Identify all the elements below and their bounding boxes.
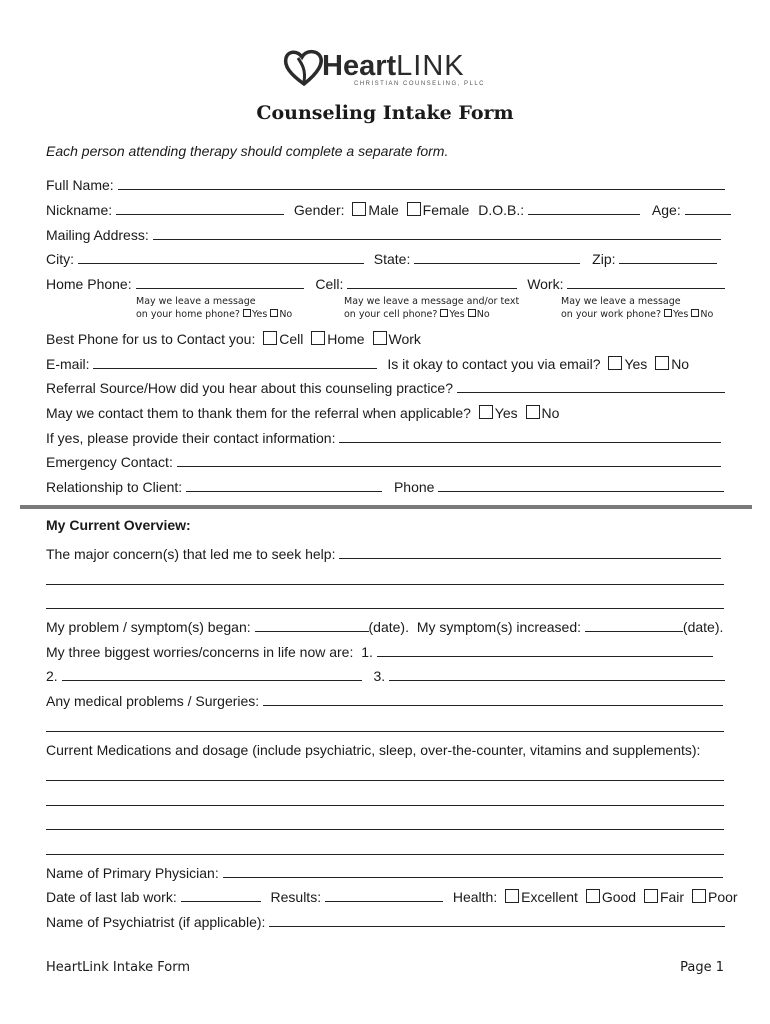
email-yes-checkbox[interactable] — [608, 356, 622, 370]
worry-3-field[interactable] — [389, 666, 725, 681]
row-lab — [46, 886, 738, 908]
cell-label: Cell: — [315, 276, 344, 292]
work-label: Work: — [527, 276, 564, 292]
brand-subtitle: CHRISTIAN COUNSELING, PLLC — [354, 81, 486, 87]
cell-message-note — [344, 295, 519, 321]
worries-label: My three biggest worries/concerns in life now are: — [46, 644, 354, 660]
lab-field[interactable] — [181, 887, 261, 902]
cell-note-line1: May we leave a message and/or text — [344, 296, 520, 307]
home-no-label: No — [279, 309, 293, 320]
cell-yes-checkbox[interactable] — [440, 309, 448, 317]
contact-info-field[interactable] — [339, 428, 721, 443]
city-field[interactable] — [78, 249, 364, 264]
medical-field[interactable] — [263, 691, 723, 706]
concerns-line-2[interactable] — [46, 584, 724, 585]
logo — [282, 48, 492, 90]
concerns-field[interactable] — [339, 544, 721, 559]
psychiatrist-field[interactable] — [269, 912, 725, 927]
row-symptoms — [46, 616, 726, 638]
email-field[interactable] — [93, 354, 377, 369]
row-relationship — [46, 476, 726, 498]
relationship-phone-field[interactable] — [438, 477, 724, 492]
lab-label: Date of last lab work: — [46, 889, 177, 905]
full-name-label: Full Name: — [46, 177, 114, 193]
best-cell-checkbox[interactable] — [263, 331, 277, 345]
best-home-label: Home — [327, 331, 365, 347]
referral-no-label: No — [541, 405, 560, 421]
worry-3-label: 3. — [373, 668, 386, 684]
row-mailing — [46, 224, 726, 246]
row-referral — [46, 377, 726, 399]
male-label: Male — [368, 202, 399, 218]
phone-label: Phone — [393, 479, 435, 495]
section-divider — [20, 505, 752, 509]
home-no-checkbox[interactable] — [270, 309, 278, 317]
began-date-label: (date). — [368, 619, 409, 635]
work-field[interactable] — [567, 274, 725, 289]
home-yes-checkbox[interactable] — [243, 309, 251, 317]
increased-field[interactable] — [585, 617, 683, 632]
medical-line-2[interactable] — [46, 731, 724, 732]
work-note-line1: May we leave a message — [561, 296, 681, 307]
female-label: Female — [422, 202, 470, 218]
results-label: Results: — [270, 889, 322, 905]
referral-yes-checkbox[interactable] — [479, 405, 493, 419]
brand-light: LINK — [396, 50, 465, 82]
began-label: My problem / symptom(s) began: — [46, 619, 251, 635]
poor-label: Poor — [707, 889, 738, 905]
row-worries — [46, 641, 726, 663]
medications-line-3[interactable] — [46, 829, 724, 830]
email-yes-label: Yes — [624, 356, 648, 372]
fair-label: Fair — [659, 889, 685, 905]
zip-field[interactable] — [619, 249, 717, 264]
fair-checkbox[interactable] — [644, 889, 658, 903]
heart-logo-icon — [282, 48, 326, 88]
city-label: City: — [46, 251, 74, 267]
row-medications — [46, 739, 726, 761]
row-best-phone — [46, 328, 726, 350]
zip-label: Zip: — [592, 251, 616, 267]
referral-no-checkbox[interactable] — [526, 405, 540, 419]
health-label: Health: — [452, 889, 498, 905]
mailing-label: Mailing Address: — [46, 227, 149, 243]
email-ok-label: Is it okay to contact you via email? — [387, 356, 601, 372]
row-contact-info — [46, 427, 726, 449]
page-title: Counseling Intake Form — [256, 102, 514, 124]
row-city — [46, 248, 726, 270]
best-work-checkbox[interactable] — [373, 331, 387, 345]
page-number: Page 1 — [680, 960, 724, 975]
referral-label: Referral Source/How did you hear about this counseling practice? — [46, 380, 454, 396]
excellent-label: Excellent — [521, 889, 578, 905]
worry-2-label: 2. — [46, 668, 58, 684]
row-psychiatrist — [46, 911, 726, 933]
work-yes-checkbox[interactable] — [664, 309, 672, 317]
row-medical — [46, 690, 726, 712]
best-phone-label: Best Phone for us to Contact you: — [46, 331, 256, 347]
best-cell-label: Cell — [279, 331, 304, 347]
work-note-line2: on your work phone? — [561, 309, 662, 320]
row-physician — [46, 862, 726, 884]
cell-no-checkbox[interactable] — [468, 309, 476, 317]
increased-date-label: (date). — [682, 619, 724, 635]
full-name-field[interactable] — [118, 175, 725, 190]
cell-field[interactable] — [347, 274, 517, 289]
home-yes-label: Yes — [251, 309, 268, 320]
home-message-note — [136, 295, 292, 321]
work-message-note — [561, 295, 713, 321]
brand-bold: Heart — [322, 50, 397, 82]
increased-label: My symptom(s) increased: — [416, 619, 582, 635]
email-no-label: No — [671, 356, 690, 372]
psychiatrist-label: Name of Psychiatrist (if applicable): — [46, 914, 266, 930]
poor-checkbox[interactable] — [692, 889, 706, 903]
age-label: Age: — [651, 202, 681, 218]
relationship-label: Relationship to Client: — [46, 479, 183, 495]
work-no-checkbox[interactable] — [691, 309, 699, 317]
home-phone-label: Home Phone: — [46, 276, 132, 292]
state-label: State: — [373, 251, 411, 267]
referral-field[interactable] — [457, 378, 725, 393]
home-note-line2: on your home phone? — [136, 309, 240, 320]
relationship-field[interactable] — [186, 477, 382, 492]
medications-line-4[interactable] — [46, 854, 724, 855]
dob-label: D.O.B.: — [478, 202, 525, 218]
physician-label: Name of Primary Physician: — [46, 865, 219, 881]
contact-referral-label: May we contact them to thank them for the referral when applicable? — [46, 405, 471, 421]
cell-yes-label: Yes — [449, 309, 465, 320]
work-yes-label: Yes — [673, 309, 689, 320]
state-field[interactable] — [414, 249, 580, 264]
intro-text: Each person attending therapy should complete a separate form. — [46, 143, 449, 159]
emergency-field[interactable] — [177, 452, 721, 467]
medications-line-2[interactable] — [46, 805, 724, 806]
emergency-label: Emergency Contact: — [46, 454, 173, 470]
medical-label: Any medical problems / Surgeries: — [46, 693, 260, 709]
physician-field[interactable] — [223, 863, 723, 878]
worry-1-label: 1. — [361, 644, 373, 660]
row-nickname — [46, 199, 726, 221]
row-concerns — [46, 543, 726, 565]
medications-label: Current Medications and dosage (include psychiatric, sleep, over-the-counter, vitamins and supplements): — [46, 742, 701, 758]
home-note-line1: May we leave a message — [136, 296, 256, 307]
gender-label: Gender: — [293, 202, 345, 218]
cell-no-label: No — [476, 309, 490, 320]
concerns-label: The major concern(s) that led me to seek help: — [46, 546, 336, 562]
medications-line-1[interactable] — [46, 780, 724, 781]
best-home-checkbox[interactable] — [311, 331, 325, 345]
excellent-checkbox[interactable] — [505, 889, 519, 903]
good-checkbox[interactable] — [586, 889, 600, 903]
mailing-field[interactable] — [153, 225, 721, 240]
row-emergency — [46, 451, 726, 473]
referral-yes-label: Yes — [494, 405, 518, 421]
footer-title: HeartLink Intake Form — [46, 960, 191, 975]
began-field[interactable] — [255, 617, 369, 632]
female-checkbox[interactable] — [407, 202, 421, 216]
worry-2-field[interactable] — [62, 666, 362, 681]
email-no-checkbox[interactable] — [655, 356, 669, 370]
row-worries-2 — [46, 665, 726, 687]
row-email — [46, 353, 726, 375]
row-contact-referral — [46, 402, 726, 424]
good-label: Good — [601, 889, 637, 905]
results-field[interactable] — [325, 887, 443, 902]
dob-field[interactable] — [528, 200, 640, 215]
work-no-label: No — [700, 309, 714, 320]
row-phones — [46, 273, 726, 295]
age-field[interactable] — [685, 200, 731, 215]
nickname-label: Nickname: — [46, 202, 113, 218]
home-phone-field[interactable] — [136, 274, 304, 289]
nickname-field[interactable] — [116, 200, 284, 215]
cell-note-line2: on your cell phone? — [344, 309, 438, 320]
male-checkbox[interactable] — [352, 202, 366, 216]
row-full-name — [46, 174, 726, 196]
overview-heading: My Current Overview: — [46, 517, 191, 533]
email-label: E-mail: — [46, 356, 90, 372]
worry-1-field[interactable] — [377, 642, 713, 657]
concerns-line-3[interactable] — [46, 608, 724, 609]
contact-info-label: If yes, please provide their contact information: — [46, 430, 336, 446]
best-work-label: Work — [388, 331, 421, 347]
